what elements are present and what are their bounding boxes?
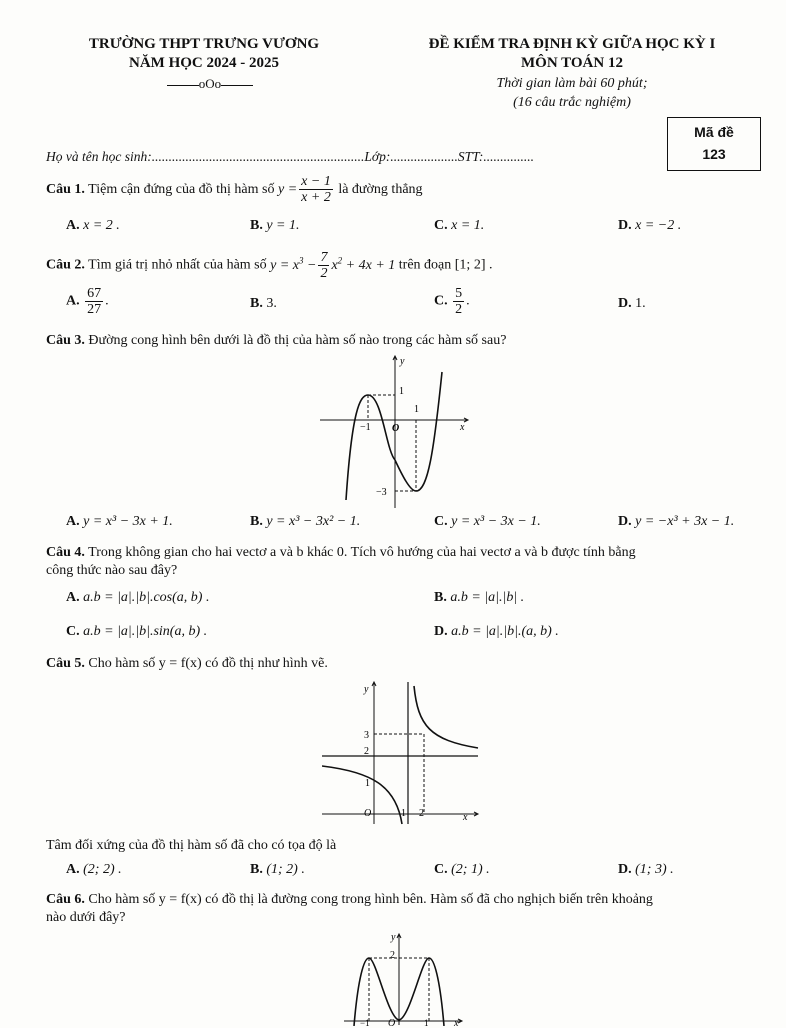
q5-label-3: 3	[364, 730, 369, 741]
question-count: (16 câu trắc nghiệm)	[513, 95, 631, 110]
q4-option-a[interactable]: A. a.b = |a|.|b|.cos(a, b) .	[66, 590, 210, 605]
exam-code-label: Mã đề	[694, 124, 734, 140]
q4-number: Câu 4.	[46, 545, 85, 560]
q1-option-d[interactable]: D. x = −2 .	[618, 218, 682, 233]
q2-number: Câu 2.	[46, 257, 85, 273]
exam-code-box	[667, 117, 761, 171]
q6-number: Câu 6.	[46, 892, 85, 907]
q2-text-end: trên đoạn [1; 2] .	[398, 257, 493, 273]
q5-graph	[322, 676, 482, 826]
question-2	[46, 244, 492, 282]
question-3	[46, 333, 506, 349]
q6-label-x: x	[454, 1018, 459, 1026]
q5-label-x: x	[463, 812, 468, 823]
q3-label-neg3: −3	[376, 487, 387, 498]
q3-option-c[interactable]: C. y = x³ − 3x − 1.	[434, 514, 541, 529]
q3-option-b[interactable]: B. y = x³ − 3x² − 1.	[250, 514, 361, 529]
q1-text-end: là đường thẳng	[338, 182, 423, 197]
q3-label-origin: O	[392, 423, 400, 434]
school-year: NĂM HỌC 2024 - 2025	[129, 55, 279, 71]
question-6	[46, 891, 653, 927]
question-5	[46, 656, 328, 672]
q5-option-d[interactable]: D. (1; 3) .	[618, 862, 674, 877]
q1-formula: y = $\frac{x - 1}{x + 2}$	[277, 174, 331, 206]
question-1	[46, 174, 423, 206]
q2-option-a[interactable]: A. $\frac{67}{27}$ .	[66, 286, 109, 317]
q1-option-b[interactable]: B. y = 1.	[250, 218, 300, 233]
q2-option-b[interactable]: B. 3.	[250, 296, 277, 311]
q5-follow-text: Tâm đối xứng của đồ thị hàm số đã cho có tọa độ là	[46, 838, 337, 853]
q5-option-b[interactable]: B. (1; 2) .	[250, 862, 305, 877]
q3-text: Đường cong hình bên dưới là đồ thị của hàm số nào trong các hàm số sau?	[88, 333, 507, 348]
question-4	[46, 544, 636, 580]
q3-label-neg1: −1	[360, 422, 371, 433]
q1-number: Câu 1.	[46, 182, 85, 197]
q5-curve-right	[414, 686, 478, 748]
class-field[interactable]: Lớp:....................	[364, 149, 458, 164]
q5-label-x2: 2	[419, 808, 424, 819]
q3-label-x: x	[460, 422, 465, 433]
q4-option-b[interactable]: B. a.b = |a|.|b| .	[434, 590, 525, 605]
q5-option-c[interactable]: C. (2; 1) .	[434, 862, 490, 877]
q4-text-2: công thức nào sau đây?	[46, 563, 178, 578]
q3-option-a[interactable]: A. y = x³ − 3x + 1.	[66, 514, 173, 529]
q5-label-y: y	[364, 684, 369, 695]
q3-label-y: y	[400, 356, 405, 367]
q5-label-1: 1	[365, 778, 370, 789]
q6-label-y: y	[391, 932, 396, 943]
q6-text-2: nào dưới đây?	[46, 910, 126, 925]
q6-label-x1: 1	[424, 1018, 429, 1026]
q6-graph	[344, 928, 464, 1026]
q6-label-origin: O	[388, 1018, 396, 1026]
q2-text: Tìm giá trị nhỏ nhất của hàm số	[88, 257, 267, 273]
q5-label-2: 2	[364, 746, 369, 757]
q5-text: Cho hàm số y = f(x) có đồ thị như hình vẽ.	[88, 656, 328, 671]
q6-label-neg1: −1	[360, 1018, 370, 1026]
student-name-field[interactable]: Họ và tên học sinh:...............................................................	[46, 149, 365, 164]
q3-option-d[interactable]: D. y = −x³ + 3x − 1.	[618, 514, 735, 529]
q4-option-c[interactable]: C. a.b = |a|.|b|.sin(a, b) .	[66, 624, 208, 639]
exam-code-value: 123	[702, 146, 726, 162]
q6-label-2: 2	[390, 950, 395, 961]
q2-formula: $y = x^3$ − $\frac{7}{2}$ $x^2 + 4x + 1$	[270, 249, 396, 281]
q4-text: Trong không gian cho hai vectơ a và b khác 0. Tích vô hướng của hai vectơ a và b được tính bằng	[88, 545, 636, 560]
q4-option-d[interactable]: D. a.b = |a|.|b|.(a, b) .	[434, 624, 559, 639]
header-divider	[150, 76, 270, 92]
q1-option-c[interactable]: C. x = 1.	[434, 218, 485, 233]
stt-field[interactable]: STT:...............	[457, 149, 534, 164]
q2-option-c[interactable]: C. $\frac{5}{2}$ .	[434, 286, 470, 317]
q5-label-x1: 1	[401, 808, 406, 819]
q3-graph	[320, 350, 470, 510]
q5-curve-left	[322, 766, 402, 824]
q3-curve	[346, 372, 442, 500]
q2-option-d[interactable]: D. 1.	[618, 296, 646, 311]
student-info-line	[46, 149, 534, 165]
q6-text: Cho hàm số y = f(x) có đồ thị là đường cong trong hình bên. Hàm số đã cho nghịch biến trên khoảng	[88, 892, 653, 907]
q5-option-a[interactable]: A. (2; 2) .	[66, 862, 122, 877]
q1-text: Tiệm cận đứng của đồ thị hàm số	[88, 182, 275, 197]
exam-subject: MÔN TOÁN 12	[521, 55, 623, 71]
q1-option-a[interactable]: A. x = 2 .	[66, 218, 120, 233]
school-name: TRƯỜNG THPT TRƯNG VƯƠNG	[88, 36, 320, 52]
exam-time: Thời gian làm bài 60 phút;	[496, 76, 648, 91]
divider-text: oOo	[198, 76, 222, 91]
q3-label-1: 1	[399, 386, 404, 397]
q3-number: Câu 3.	[46, 333, 85, 348]
q3-label-x1: 1	[414, 404, 419, 415]
q5-label-origin: O	[364, 808, 372, 819]
exam-title: ĐỀ KIỂM TRA ĐỊNH KỲ GIỮA HỌC KỲ I	[428, 36, 716, 52]
q5-number: Câu 5.	[46, 656, 85, 671]
